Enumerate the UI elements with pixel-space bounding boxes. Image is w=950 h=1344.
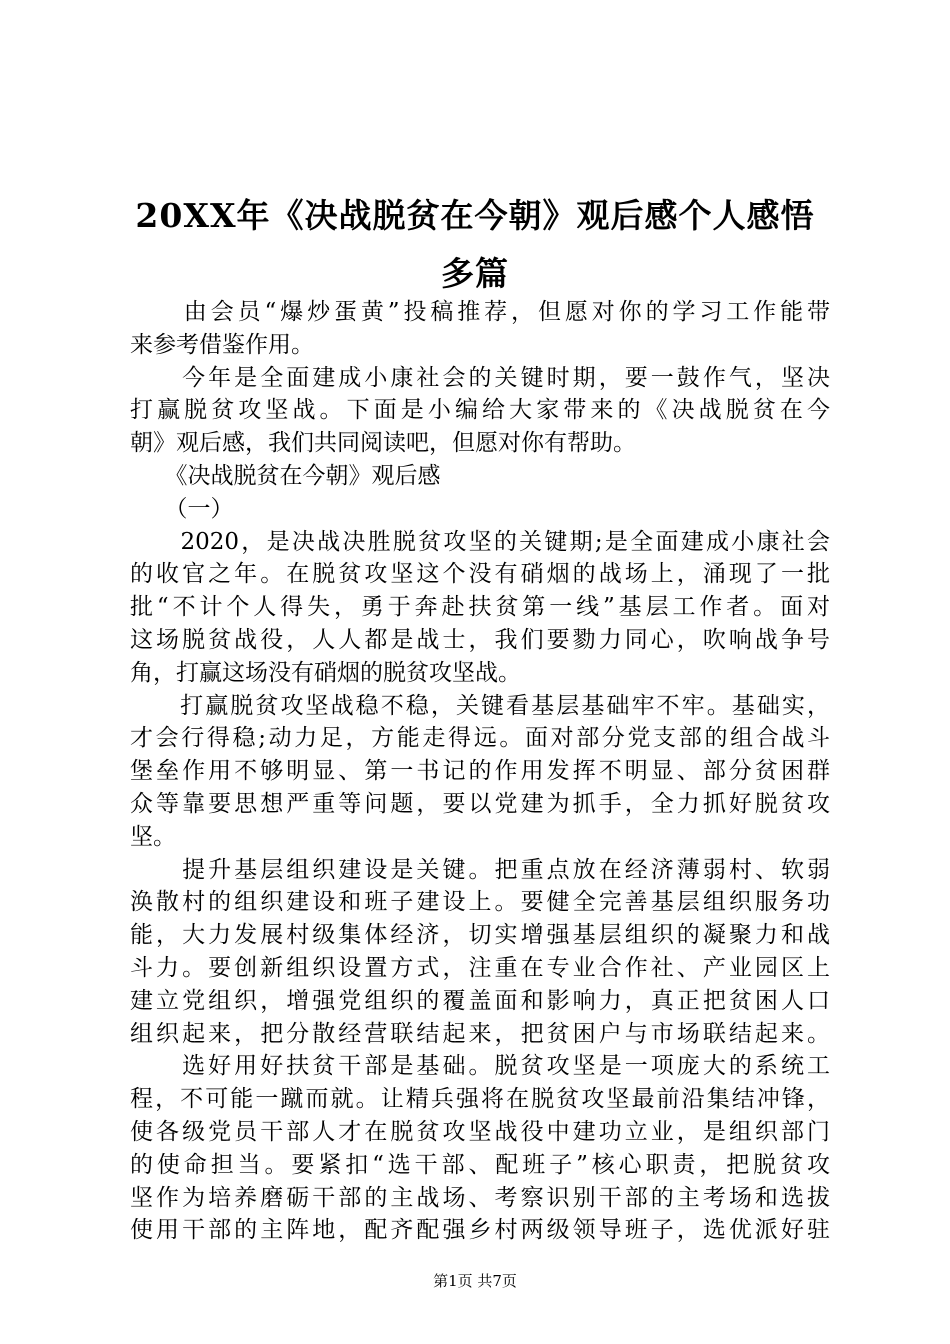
text-line: 涣散村的组织建设和班子建设上。要健全完善基层组织服务功	[130, 889, 830, 916]
text-line: 组织起来，把分散经营联结起来，把贫困户与市场联结起来。	[130, 1020, 830, 1047]
text-line: 众等靠要思想严重等问题，要以党建为抓手，全力抓好脱贫攻	[130, 790, 830, 817]
text-line: 由会员“爆炒蛋黄”投稿推荐，但愿对你的学习工作能带	[130, 299, 830, 325]
text-line: 提升基层组织建设是关键。把重点放在经济薄弱村、软弱	[130, 856, 830, 883]
text-line: 使用干部的主阵地，配齐配强乡村两级领导班子，选优派好驻	[130, 1217, 830, 1244]
text-line: 能，大力发展村级集体经济，切实增强基层组织的凝聚力和战	[130, 922, 830, 949]
text-line: 来参考借鉴作用。	[130, 331, 314, 358]
text-line: 角，打赢这场没有硝烟的脱贫攻坚战。	[130, 659, 521, 686]
document-title-line-2: 多篇	[441, 254, 509, 293]
text-line: 打赢脱贫攻坚战。下面是小编给大家带来的《决战脱贫在今	[130, 397, 830, 424]
document-title-line-1: 20XX年《决战脱贫在今朝》观后感个人感悟	[135, 196, 815, 235]
text-line: 的使命担当。要紧扣“选干部、配班子”核心职责，把脱贫攻	[130, 1151, 830, 1178]
text-line: 建立党组织，增强党组织的覆盖面和影响力，真正把贫困人口	[130, 987, 830, 1014]
text-line: 2020，是决战决胜脱贫攻坚的关键期;是全面建成小康社会	[130, 528, 830, 555]
page-footer: 第1页 共7页	[433, 1272, 517, 1290]
document-body	[130, 296, 830, 1247]
text-line: 今年是全面建成小康社会的关键时期，要一鼓作气，坚决	[130, 364, 830, 391]
text-line: 选好用好扶贫干部是基础。脱贫攻坚是一项庞大的系统工	[130, 1053, 830, 1080]
text-line: 打赢脱贫攻坚战稳不稳，关键看基层基础牢不牢。基础实，	[130, 692, 830, 719]
text-line: （一）	[130, 495, 234, 522]
text-line: 这场脱贫战役，人人都是战士，我们要勠力同心，吹响战争号	[130, 626, 830, 653]
text-line: 坚作为培养磨砺干部的主战场、考察识别干部的主考场和选拔	[130, 1184, 830, 1211]
text-line: 程，不可能一蹴而就。让精兵强将在脱贫攻坚最前沿集结冲锋，	[130, 1086, 830, 1113]
text-line: 堡垒作用不够明显、第一书记的作用发挥不明显、部分贫困群	[130, 758, 830, 785]
text-line: 才会行得稳;动力足，方能走得远。面对部分党支部的组合战斗	[130, 725, 830, 752]
text-line: 的收官之年。在脱贫攻坚这个没有硝烟的战场上，涌现了一批	[130, 561, 830, 588]
text-line: 《决战脱贫在今朝》观后感	[130, 462, 441, 489]
text-line: 批“不计个人得失，勇于奔赴扶贫第一线”基层工作者。面对	[130, 594, 830, 621]
text-line: 坚。	[130, 823, 176, 850]
text-line: 朝》观后感，我们共同阅读吧，但愿对你有帮助。	[130, 430, 636, 457]
text-line: 斗力。要创新组织设置方式，注重在专业合作社、产业园区上	[130, 954, 830, 981]
text-line: 使各级党员干部人才在脱贫攻坚战役中建功立业，是组织部门	[130, 1118, 830, 1145]
